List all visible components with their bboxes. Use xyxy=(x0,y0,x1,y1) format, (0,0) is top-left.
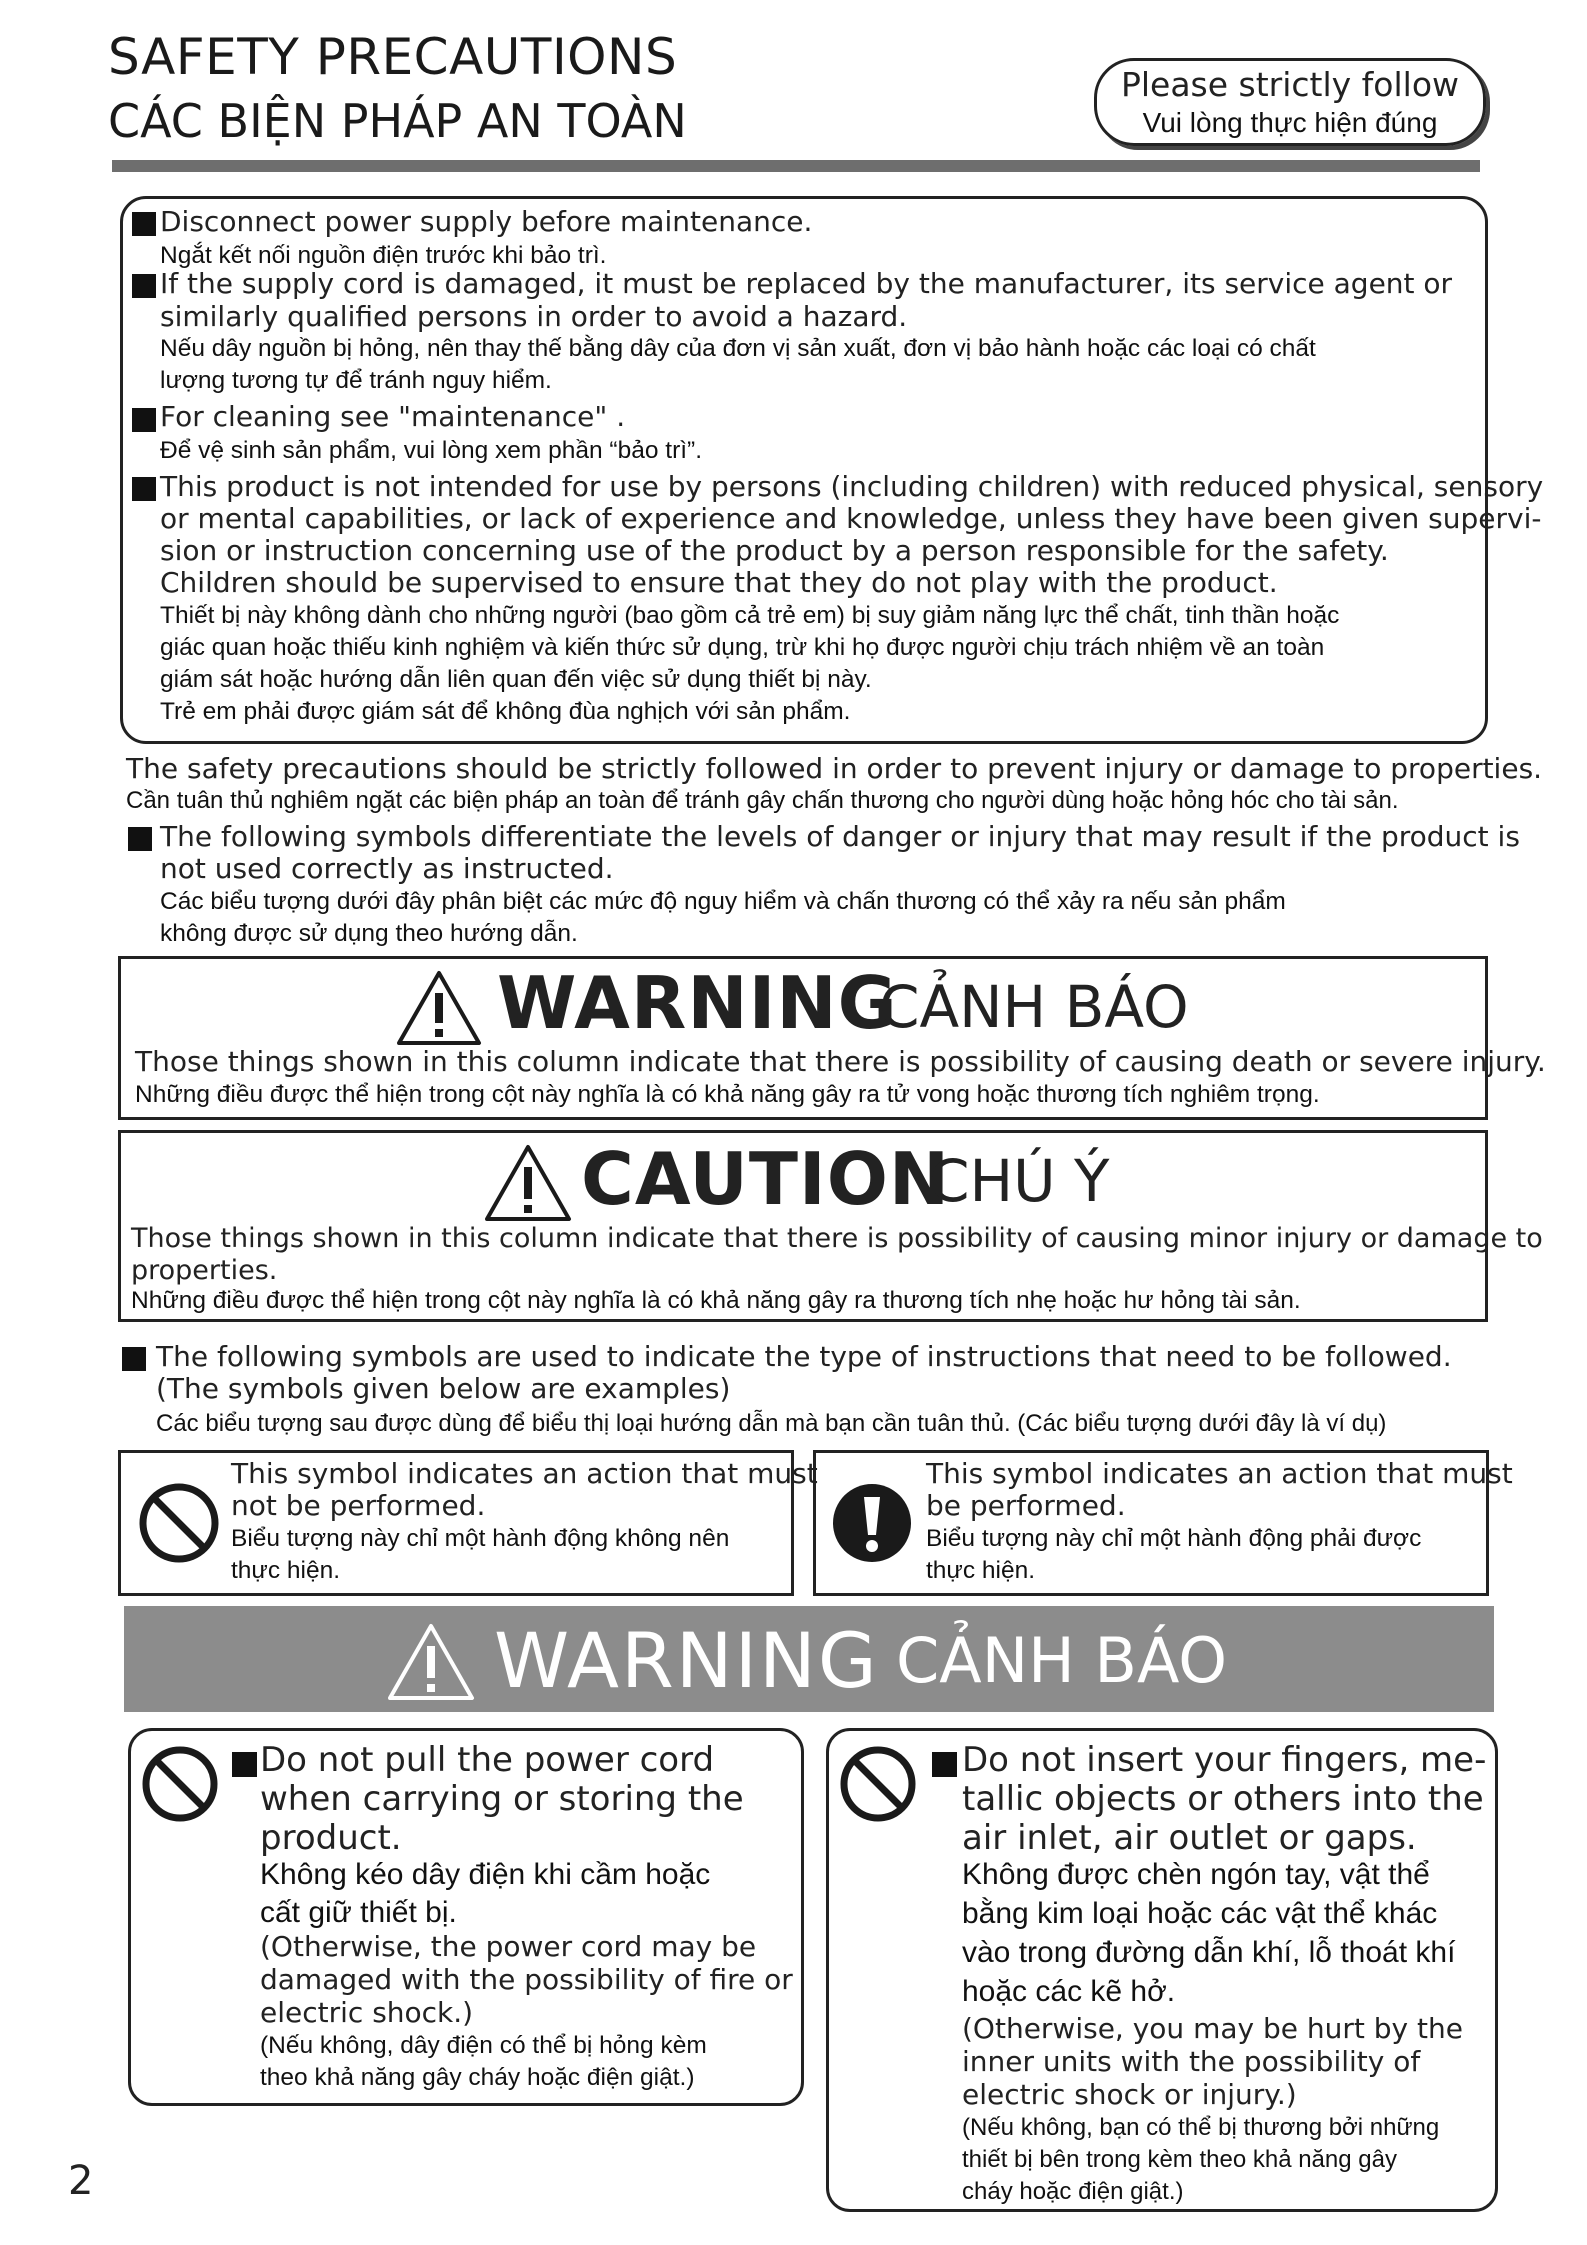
precaution-text-en: Children should be supervised to ensure that they do not play with the product. xyxy=(160,566,1278,599)
card-title-en: Do not pull the power cord xyxy=(260,1740,715,1780)
precaution-text-vi: lượng tương tự để tránh nguy hiểm. xyxy=(160,367,552,394)
precaution-text-vi: giác quan hoặc thiếu kinh nghiệm và kiến thức sử dụng, trừ khi họ được người chịu trách nhiệm về an toàn xyxy=(160,634,1325,661)
card-desc-vi: cháy hoặc điện giật.) xyxy=(962,2178,1184,2205)
card-desc-vi: (Nếu không, dây điện có thể bị hỏng kèm xyxy=(260,2032,707,2059)
precaution-text-en: For cleaning see "maintenance" . xyxy=(160,400,626,433)
page-number: 2 xyxy=(68,2158,94,2204)
caution-title-vi: CHÚ Ý xyxy=(929,1147,1110,1215)
symbol-desc-en: This symbol indicates an action that must xyxy=(926,1457,1513,1490)
levels-note-en: not used correctly as instructed. xyxy=(160,852,614,885)
precaution-text-en: or mental capabilities, or lack of experience and knowledge, unless they have been given supervi- xyxy=(160,502,1542,535)
warning-desc-vi: Những điều được thể hiện trong cột này nghĩa là có khả năng gây ra tử vong hoặc thương tích nghiêm trọng. xyxy=(135,1081,1320,1108)
card-title-vi: cất giữ thiết bị. xyxy=(260,1896,457,1929)
bullet-square xyxy=(232,1752,257,1777)
symbol-desc-vi: thực hiện. xyxy=(926,1557,1036,1584)
card-desc-en: damaged with the possibility of fire or xyxy=(260,1963,793,1996)
prohibited-icon xyxy=(838,1744,918,1824)
warning-title-vi: CẢNH BÁO xyxy=(879,973,1189,1041)
precaution-text-vi: Thiết bị này không dành cho những người (bao gồm cả trẻ em) bị suy giảm năng lực thể chất, tinh thần hoặc xyxy=(160,602,1340,629)
bullet-square xyxy=(122,1347,146,1371)
page-title-vi: CÁC BIỆN PHÁP AN TOÀN xyxy=(108,94,687,148)
card-desc-en: inner units with the possibility of xyxy=(962,2045,1421,2078)
card-title-en: air inlet, air outlet or gaps. xyxy=(962,1818,1417,1858)
caution-desc-en: properties. xyxy=(131,1255,278,1286)
warning-triangle-icon xyxy=(395,969,483,1047)
symbols-note-en: The following symbols are used to indicate the type of instructions that need to be followed. xyxy=(156,1340,1452,1373)
intro-text-en: The safety precautions should be strictly followed in order to prevent injury or damage to properties. xyxy=(126,752,1543,785)
card-desc-vi: thiết bị bên trong kèm theo khả năng gây xyxy=(962,2146,1397,2173)
card-title-vi: Không kéo dây điện khi cầm hoặc xyxy=(260,1858,711,1891)
badge-text-en: Please strictly follow xyxy=(1120,65,1460,104)
badge-text-vi: Vui lòng thực hiện đúng xyxy=(1142,107,1438,138)
symbol-desc-en: not be performed. xyxy=(231,1489,486,1522)
card-title-vi: hoặc các kẽ hở. xyxy=(962,1975,1176,2008)
warning-desc-en: Those things shown in this column indicate that there is possibility of causing death or severe injury. xyxy=(135,1045,1546,1078)
prohibited-symbol-box xyxy=(118,1450,818,1596)
warning-banner xyxy=(124,1606,1494,1712)
symbols-note-vi: Các biểu tượng sau được dùng để biểu thị loại hướng dẫn mà bạn cần tuân thủ. (Các biểu tượng dưới đây là ví dụ) xyxy=(156,1410,1387,1437)
header-rule xyxy=(112,160,1480,172)
symbols-note-en: (The symbols given below are examples) xyxy=(156,1372,731,1405)
card-desc-en: electric shock or injury.) xyxy=(962,2078,1297,2111)
banner-title-vi: CẢNH BÁO xyxy=(896,1624,1228,1697)
precaution-text-vi: Ngắt kết nối nguồn điện trước khi bảo trì. xyxy=(160,242,607,269)
banner-title-en: WARNING xyxy=(494,1616,879,1705)
precaution-text-vi: giám sát hoặc hướng dẫn liên quan đến việc sử dụng thiết bị này. xyxy=(160,666,872,693)
bullet-square xyxy=(132,212,156,236)
card-desc-vi: theo khả năng gây cháy hoặc điện giật.) xyxy=(260,2064,695,2091)
card-desc-en: (Otherwise, the power cord may be xyxy=(260,1930,757,1963)
symbol-desc-vi: Biểu tượng này chỉ một hành động phải được xyxy=(926,1525,1422,1552)
card-title-en: Do not insert your fingers, me- xyxy=(962,1740,1487,1780)
caution-desc-vi: Những điều được thể hiện trong cột này nghĩa là có khả năng gây ra thương tích nhẹ hoặc hư hỏng tài sản. xyxy=(131,1287,1301,1314)
card-title-vi: bằng kim loại hoặc các vật thể khác xyxy=(962,1897,1438,1930)
bullet-square xyxy=(132,477,156,501)
symbol-desc-vi: thực hiện. xyxy=(231,1557,341,1584)
card-title-en: tallic objects or others into the xyxy=(962,1779,1484,1819)
precaution-text-vi: Để vệ sinh sản phẩm, vui lòng xem phần “bảo trì”. xyxy=(160,437,703,464)
warning-triangle-icon xyxy=(386,1622,476,1702)
mandatory-action-icon xyxy=(830,1481,914,1565)
symbol-desc-vi: Biểu tượng này chỉ một hành động không nên xyxy=(231,1525,730,1552)
prohibited-icon xyxy=(137,1481,221,1565)
precaution-text-vi: Trẻ em phải được giám sát để không đùa nghịch với sản phẩm. xyxy=(160,698,851,725)
card-desc-en: (Otherwise, you may be hurt by the xyxy=(962,2012,1463,2045)
caution-desc-en: Those things shown in this column indicate that there is possibility of causing minor injury or damage to xyxy=(131,1223,1543,1254)
bullet-square xyxy=(128,827,152,851)
levels-note-vi: không được sử dụng theo hướng dẫn. xyxy=(160,920,578,947)
levels-note-en: The following symbols differentiate the levels of danger or injury that may result if the product is xyxy=(160,820,1520,853)
card-title-vi: Không được chèn ngón tay, vật thể xyxy=(962,1858,1430,1891)
precaution-text-en: If the supply cord is damaged, it must be replaced by the manufacturer, its service agent or xyxy=(160,267,1453,300)
prohibited-icon xyxy=(140,1744,220,1824)
caution-triangle-icon xyxy=(483,1143,573,1223)
card-title-en: product. xyxy=(260,1818,402,1858)
symbol-desc-en: be performed. xyxy=(926,1489,1126,1522)
card-title-vi: vào trong đường dẫn khí, lỗ thoát khí xyxy=(962,1936,1456,1969)
precaution-text-en: Disconnect power supply before maintenance. xyxy=(160,205,813,238)
caution-title-en: CAUTION xyxy=(581,1137,951,1221)
card-title-en: when carrying or storing the xyxy=(260,1779,744,1819)
precaution-text-en: similarly qualified persons in order to avoid a hazard. xyxy=(160,300,908,333)
precaution-text-vi: Nếu dây nguồn bị hỏng, nên thay thế bằng dây của đơn vị sản xuất, đơn vị bảo hành hoặc các loại có chất xyxy=(160,335,1316,362)
warning-definition-box xyxy=(118,956,1546,1120)
follow-badge xyxy=(1094,58,1486,146)
caution-definition-box xyxy=(118,1130,1543,1322)
bullet-square xyxy=(932,1752,957,1777)
card-desc-vi: (Nếu không, bạn có thể bị thương bởi những xyxy=(962,2114,1440,2141)
symbol-desc-en: This symbol indicates an action that must xyxy=(231,1457,818,1490)
bullet-square xyxy=(132,274,156,298)
page-title: SAFETY PRECAUTIONS xyxy=(108,28,678,86)
intro-text-vi: Cần tuân thủ nghiêm ngặt các biện pháp an toàn để tránh gây chấn thương cho người dùng hoặc hỏng hóc cho tài sản. xyxy=(126,787,1399,814)
precaution-text-en: sion or instruction concerning use of the product by a person responsible for the safety. xyxy=(160,534,1389,567)
levels-note-vi: Các biểu tượng dưới đây phân biệt các mức độ nguy hiểm và chấn thương có thể xảy ra nếu sản phẩm xyxy=(160,888,1286,915)
bullet-square xyxy=(132,408,156,432)
card-desc-en: electric shock.) xyxy=(260,1996,474,2029)
precaution-text-en: This product is not intended for use by persons (including children) with reduced physical, sensory xyxy=(160,470,1544,503)
mandatory-symbol-box xyxy=(813,1450,1513,1596)
warning-title-en: WARNING xyxy=(497,961,898,1045)
